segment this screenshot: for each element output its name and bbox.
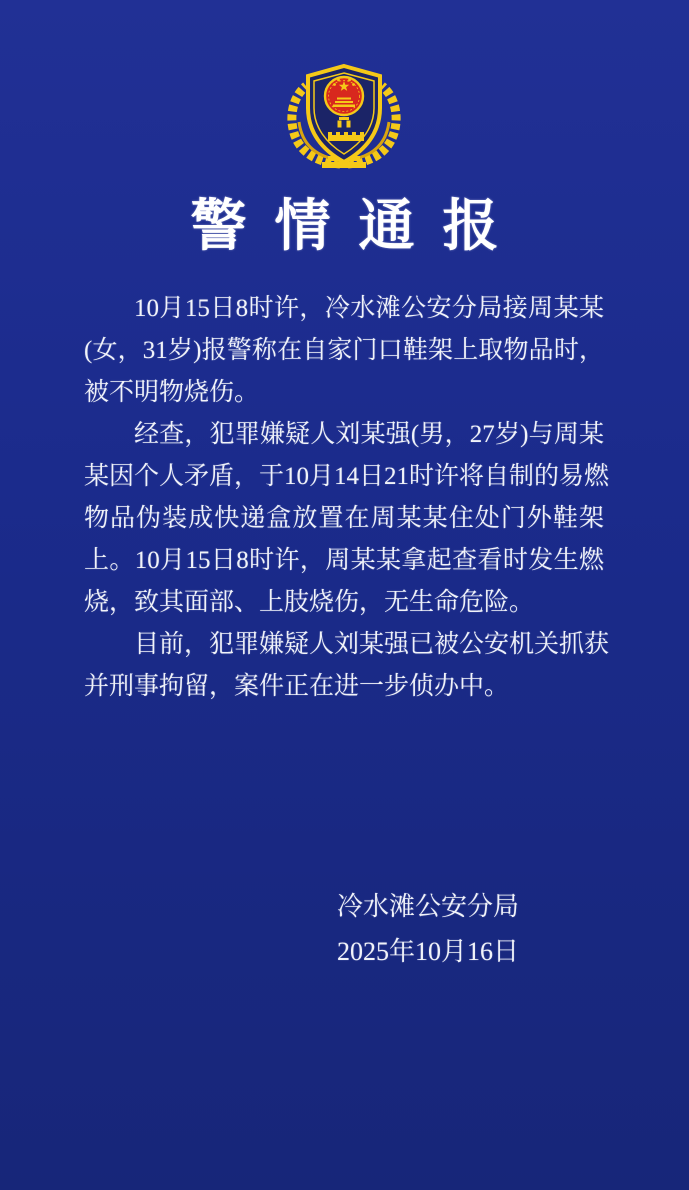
notice-line: 上。10月15日8时许，周某某拿起查看时发生燃 <box>84 547 604 574</box>
notice-line: (女，31岁)报警称在自家门口鞋架上取物品时， <box>84 337 604 364</box>
signature-date: 2025年10月16日 <box>336 937 519 966</box>
notice-line: 物品伪装成快递盒放置在周某某住处门外鞋架 <box>84 505 604 532</box>
notice-line: 10月15日8时许，冷水滩公安分局接周某某 <box>134 295 604 322</box>
paragraph-1 <box>84 288 604 414</box>
notice-line: 目前，犯罪嫌疑人刘某强已被公安机关抓获 <box>134 631 610 658</box>
notice-title: 警情通报 <box>190 196 527 258</box>
notice-line: 并刑事拘留，案件正在进一步侦办中。 <box>84 673 510 700</box>
notice-line: 被不明物烧伤。 <box>84 379 260 406</box>
notice-line: 烧，致其面部、上肢烧伤，无生命危险。 <box>84 589 535 616</box>
signature-agency: 冷水滩公安分局 <box>336 892 519 921</box>
signature-block <box>283 884 573 974</box>
police-badge-icon <box>282 60 406 172</box>
paragraph-2 <box>84 414 610 624</box>
notice-body <box>84 288 610 708</box>
paragraph-3 <box>84 624 610 708</box>
notice-line: 某因个人矛盾，于10月14日21时许将自制的易燃 <box>84 463 610 490</box>
notice-line: 经查，犯罪嫌疑人刘某强(男，27岁)与周某 <box>134 421 604 448</box>
